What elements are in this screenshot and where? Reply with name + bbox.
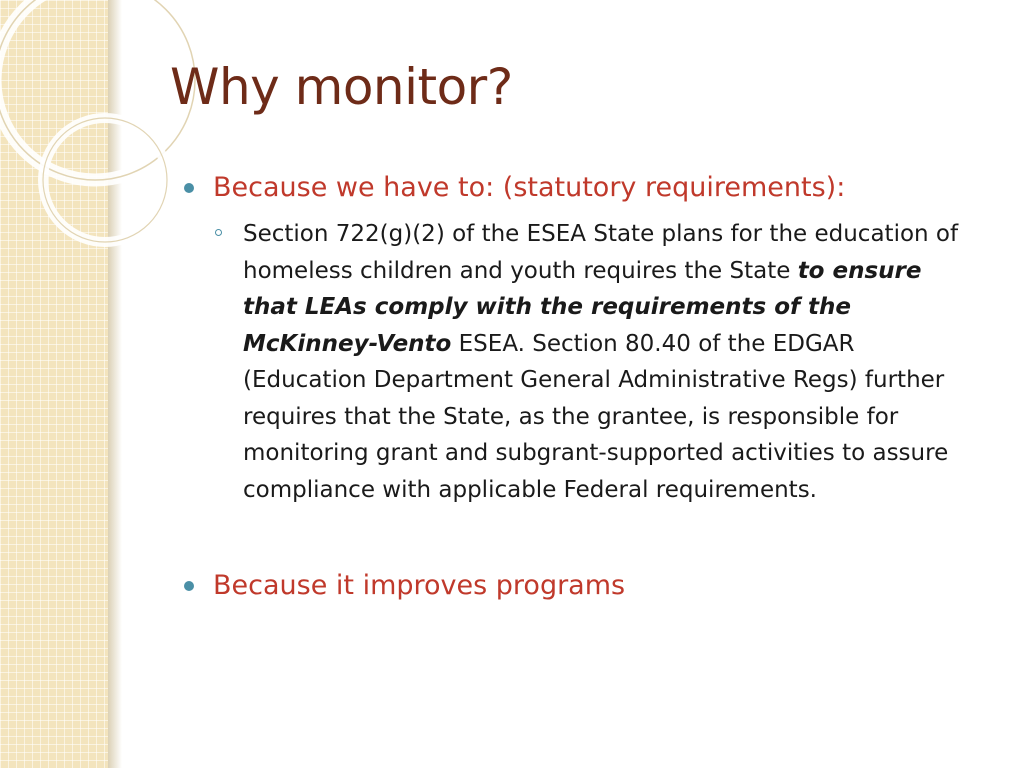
sub-bullet-text-part1: Section 722(g)(2) of the ESEA State plans for the education of homeless children and youth requires the State bbox=[243, 221, 959, 284]
bullet-dot-icon bbox=[184, 581, 194, 591]
bullet-text-statutory: Because we have to: (statutory requirements): bbox=[213, 172, 846, 203]
sub-bullet-ring-icon bbox=[215, 229, 222, 236]
bullet-text-improves-programs: Because it improves programs bbox=[213, 570, 626, 601]
sub-bullet-emphasis: to ensure that LEAs comply with the requirements of the McKinney-Vento bbox=[243, 257, 922, 357]
spacer bbox=[180, 508, 1000, 566]
sub-bullet-section-722 bbox=[213, 216, 963, 508]
slide-title: Why monitor? bbox=[170, 58, 513, 116]
sub-bullet-text-part2: ESEA. Section 80.40 of the EDGAR (Education Department General Administrative Regs) further requires that the State, as the grantee, is responsible for monitoring grant and subgrant-supported activities to assure compliance with applicable Federal requirements. bbox=[243, 330, 949, 503]
bullet-item-improves-programs bbox=[180, 566, 1000, 606]
bullet-dot-icon bbox=[184, 183, 194, 193]
bullet-item-statutory bbox=[180, 168, 1000, 208]
bullet-list bbox=[180, 168, 1000, 606]
decorative-circles bbox=[0, 0, 200, 300]
